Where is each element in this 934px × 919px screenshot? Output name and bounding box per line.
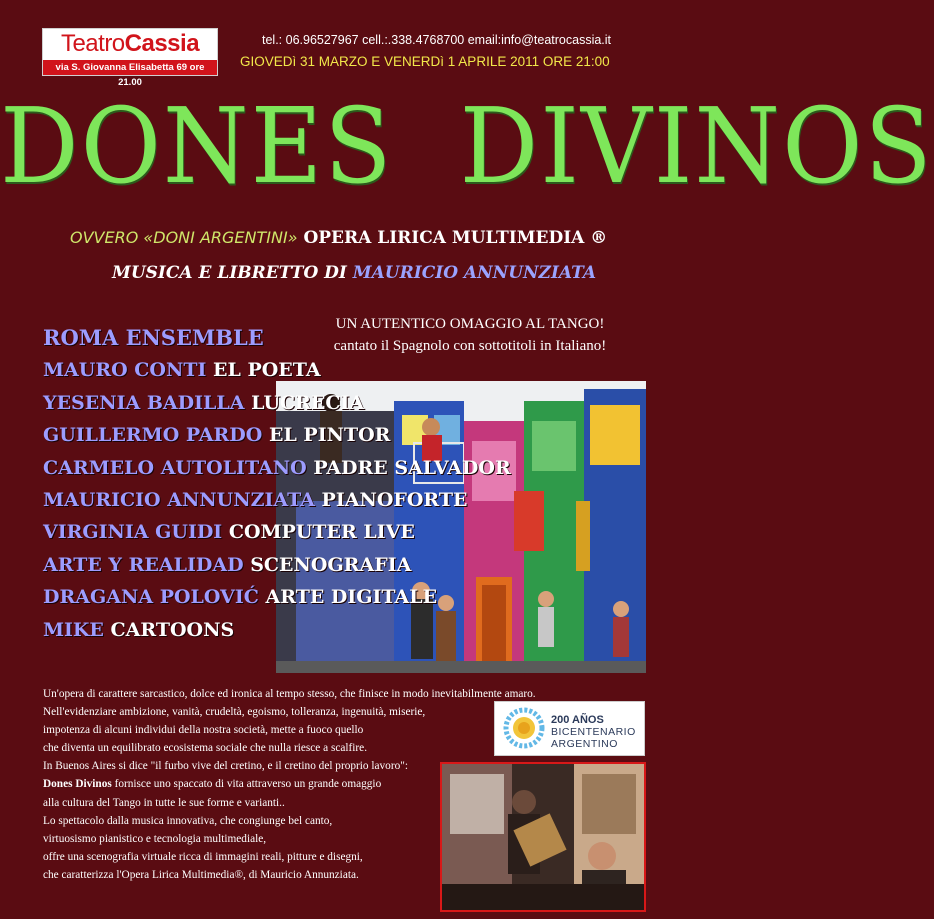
contact-info: tel.: 06.96527967 cell.:.338.4768700 email:info@teatrocassia.it [262, 33, 612, 47]
description-line: che diventa un equilibrato ecosistema sociale che nulla riesce a scalfire. [43, 742, 368, 755]
cast-name: DRAGANA POLOVIĆ [43, 586, 259, 609]
cast-row [43, 452, 511, 484]
cast-row [43, 516, 511, 548]
badge-line3: ARGENTINO [551, 738, 618, 750]
cast-role: EL POETA [213, 359, 321, 382]
cast-row [43, 484, 511, 516]
tagline-line2: cantato il Spagnolo con sottotitoli in Italiano! [333, 338, 607, 354]
logo-name-part2: Cassia [124, 30, 200, 57]
badge-line2: BICENTENARIO [551, 726, 636, 738]
show-title: DONES DIVINOS [0, 86, 934, 208]
cast-row [43, 322, 511, 354]
cast-role: EL PINTOR [268, 424, 391, 447]
show-dates: GIOVEDì 31 MARZO E VENERDì 1 APRILE 2011 ORE 21:00 [240, 54, 610, 69]
cast-name: CARMELO AUTOLITANO [43, 456, 307, 479]
performer-photo-illustration [442, 764, 644, 910]
sun-rosette-icon [495, 702, 551, 755]
description-line: virtuosismo pianistico e tecnologia multimediale, [43, 832, 267, 845]
description-line: alla cultura del Tango in tutte le sue forme e varianti.. [43, 796, 285, 809]
music-author [112, 263, 596, 283]
teatro-cassia-logo [42, 28, 218, 88]
description-line: Un'opera di carattere sarcastico, dolce ed ironica al tempo stesso, che finisce in modo inevitabilmente amaro. [43, 688, 536, 700]
cast-name: ARTE Y REALIDAD [43, 553, 244, 576]
cast-name: MIKE [43, 618, 104, 641]
subtitle-alt-title: OVVERO «DONI ARGENTINI» [70, 228, 298, 247]
cast-role: CARTOONS [110, 618, 235, 641]
cast-row [43, 581, 511, 613]
subtitle-genre: OPERA LIRICA MULTIMEDIA ® [303, 228, 608, 248]
logo-name [47, 30, 213, 58]
description-line: offre una scenografia virtuale ricca di immagini reali, pitture e disegni, [43, 850, 363, 863]
cast-name: YESENIA BADILLA [43, 391, 245, 414]
cast-row [43, 549, 511, 581]
show-subtitle [70, 228, 607, 248]
cast-row [43, 387, 511, 419]
logo-name-part1: Teatro [60, 30, 125, 57]
author-name: MAURICIO ANNUNZIATA [352, 263, 597, 283]
cast-name: GUILLERMO PARDO [43, 424, 263, 447]
description-show-name: Dones Divinos [43, 778, 112, 791]
description-line: In Buenos Aires si dice "il furbo vive del cretino, e il cretino del proprio lavoro": [43, 760, 408, 773]
cast-role: ARTE DIGITALE [265, 586, 438, 609]
cast-row [43, 354, 511, 386]
logo-address: via S. Giovanna Elisabetta 69 ore 21.00 [43, 60, 217, 75]
description-line: impotenza di alcuni individui della nostra società, mette a fuoco quello [43, 724, 364, 737]
performer-photo [440, 762, 646, 912]
cast-name: MAURICIO ANNUNZIATA [43, 488, 315, 511]
cast-row [43, 419, 511, 451]
cast-name: ROMA ENSEMBLE [43, 325, 264, 350]
description-line: che caratterizza l'Opera Lirica Multimedia®, di Mauricio Annunziata. [43, 868, 359, 881]
cast-row [43, 614, 511, 646]
cast-role: COMPUTER LIVE [228, 521, 415, 544]
cast-role: PIANOFORTE [321, 488, 468, 511]
author-prefix: MUSICA E LIBRETTO DI [112, 263, 347, 283]
cast-role: LUCRECIA [251, 391, 365, 414]
badge-line1: 200 AÑOS [551, 714, 604, 726]
tagline-line1: UN AUTENTICO OMAGGIO AL TANGO! [335, 316, 605, 332]
description-line: Lo spettacolo dalla musica innovativa, che congiunge bel canto, [43, 814, 333, 827]
cast-name: MAURO CONTI [43, 359, 207, 382]
bicentenario-badge [494, 701, 645, 756]
description-line-rest: fornisce uno spaccato di vita attraverso un grande omaggio [111, 778, 382, 791]
cast-name: VIRGINIA GUIDI [43, 521, 223, 544]
cast-role: SCENOGRAFIA [250, 553, 412, 576]
cast-list [43, 322, 511, 646]
description-line: Nell'evidenziare ambizione, vanità, crudeltà, egoismo, tolleranza, ingenuità, miserie, [43, 706, 426, 719]
cast-role: PADRE SALVADOR [313, 456, 511, 479]
